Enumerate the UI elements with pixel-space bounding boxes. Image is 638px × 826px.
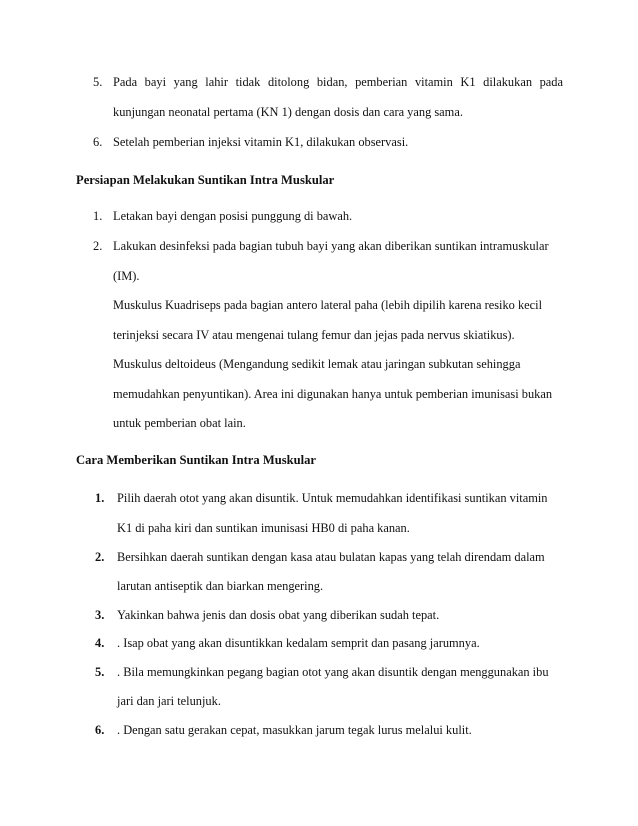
- list-number: 6.: [95, 723, 105, 737]
- list-item-text: Pilih daerah otot yang akan disuntik. Untuk memudahkan identifikasi suntikan vitamin: [117, 491, 548, 505]
- list-item-text: larutan antiseptik dan biarkan mengering.: [117, 579, 324, 593]
- list-number: 2.: [93, 239, 103, 253]
- list-item-text: Lakukan desinfeksi pada bagian tubuh bayi yang akan diberikan suntikan intramuskular: [113, 239, 549, 253]
- list-item-text: . Isap obat yang akan disuntikkan kedalam semprit dan pasang jarumnya.: [117, 636, 480, 650]
- section-heading: Persiapan Melakukan Suntikan Intra Muskular: [76, 173, 335, 187]
- list-item-text: Setelah pemberian injeksi vitamin K1, dilakukan observasi.: [113, 135, 409, 149]
- list-item-text: . Bila memungkinkan pegang bagian otot yang akan disuntik dengan menggunakan ibu: [117, 665, 549, 679]
- list-item-text: Pada bayi yang lahir tidak ditolong bidan, pemberian vitamin K1 dilakukan pada: [113, 75, 563, 89]
- list-item-text: terinjeksi secara IV atau mengenai tulang femur dan jejas pada nervus skiatikus).: [113, 328, 515, 342]
- list-number: 5.: [95, 665, 105, 679]
- list-item-text: Muskulus deltoideus (Mengandung sedikit lemak atau jaringan subkutan sehingga: [113, 357, 521, 371]
- list-number: 2.: [95, 550, 105, 564]
- list-number: 5.: [93, 75, 103, 89]
- list-item-text: jari dan jari telunjuk.: [117, 694, 221, 708]
- list-number: 1.: [93, 209, 103, 223]
- list-item-text: untuk pemberian obat lain.: [113, 416, 246, 430]
- section-heading: Cara Memberikan Suntikan Intra Muskular: [76, 453, 317, 467]
- list-item-text: Bersihkan daerah suntikan dengan kasa atau bulatan kapas yang telah direndam dalam: [117, 550, 545, 564]
- list-number: 1.: [95, 491, 105, 505]
- list-item-text: K1 di paha kiri dan suntikan imunisasi HB0 di paha kanan.: [117, 521, 410, 535]
- list-number: 6.: [93, 135, 103, 149]
- list-item-text: kunjungan neonatal pertama (KN 1) dengan dosis dan cara yang sama.: [113, 105, 463, 119]
- list-item-text: Letakan bayi dengan posisi punggung di bawah.: [113, 209, 353, 223]
- list-item-text: . Dengan satu gerakan cepat, masukkan jarum tegak lurus melalui kulit.: [117, 723, 472, 737]
- list-item-text: Yakinkan bahwa jenis dan dosis obat yang diberikan sudah tepat.: [117, 608, 440, 622]
- list-item-text: memudahkan penyuntikan). Area ini digunakan hanya untuk pemberian imunisasi bukan: [113, 387, 553, 401]
- list-number: 4.: [95, 636, 105, 650]
- list-item-text: (IM).: [113, 269, 140, 283]
- list-item-text: Muskulus Kuadriseps pada bagian antero lateral paha (lebih dipilih karena resiko kecil: [113, 298, 543, 312]
- list-number: 3.: [95, 608, 105, 622]
